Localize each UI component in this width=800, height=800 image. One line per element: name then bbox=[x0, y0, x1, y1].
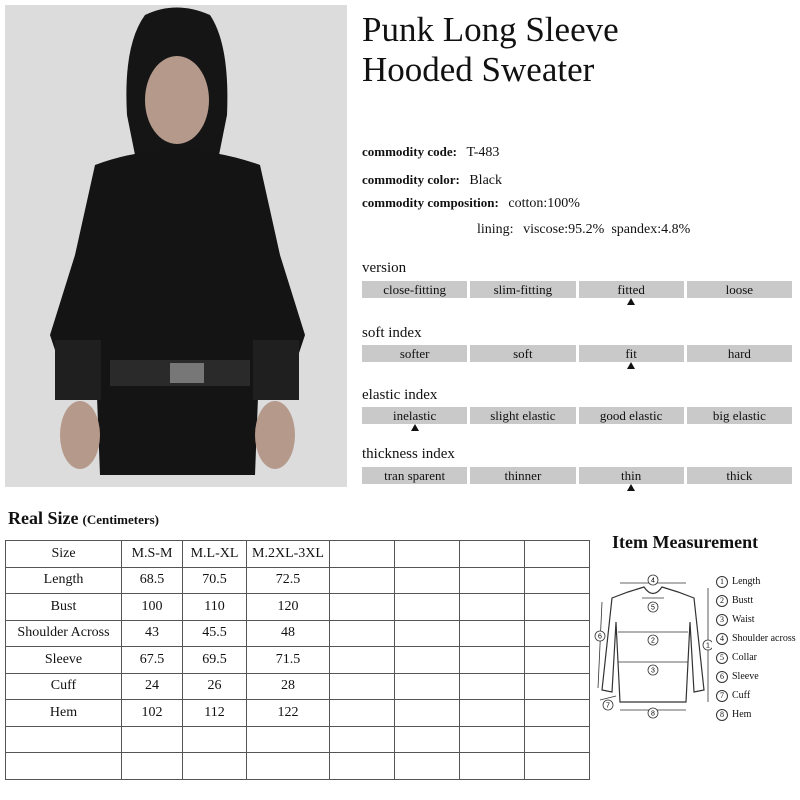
table-cell: 28 bbox=[247, 673, 330, 700]
soft-index-option-label: soft bbox=[513, 346, 533, 361]
soft-index-option bbox=[579, 345, 684, 362]
legend-item bbox=[716, 610, 796, 629]
table-cell: 102 bbox=[122, 700, 183, 727]
legend-label: Bustt bbox=[732, 595, 754, 606]
table-empty-cell bbox=[525, 594, 590, 621]
table-empty-cell bbox=[330, 620, 395, 647]
table-empty-cell bbox=[6, 726, 122, 753]
elastic-index-option bbox=[362, 407, 467, 424]
table-empty-cell bbox=[460, 541, 525, 568]
table-row bbox=[6, 567, 590, 594]
product-title-line1: Punk Long Sleeve bbox=[362, 10, 619, 49]
table-empty-cell bbox=[395, 700, 460, 727]
table-cell: 26 bbox=[183, 673, 247, 700]
table-empty-cell bbox=[460, 700, 525, 727]
table-cell: 68.5 bbox=[122, 567, 183, 594]
commodity-composition-label: commodity composition: bbox=[362, 195, 499, 210]
table-empty-cell bbox=[330, 647, 395, 674]
soft-index-option-label: hard bbox=[727, 346, 751, 361]
diagram-mark: 8 bbox=[651, 710, 655, 718]
diagram-mark: 5 bbox=[651, 604, 655, 612]
commodity-code-label: commodity code: bbox=[362, 144, 457, 159]
table-cell: 122 bbox=[247, 700, 330, 727]
table-row bbox=[6, 647, 590, 674]
table-empty-cell bbox=[460, 620, 525, 647]
version-scale bbox=[362, 281, 792, 298]
cuff-line bbox=[600, 696, 616, 700]
table-empty-cell bbox=[247, 726, 330, 753]
legend-label: Cuff bbox=[732, 690, 751, 701]
table-empty-cell bbox=[330, 541, 395, 568]
legend-label: Hem bbox=[732, 709, 752, 720]
elastic-index-option bbox=[470, 407, 575, 424]
table-empty-cell bbox=[122, 753, 183, 780]
lining-row bbox=[477, 222, 690, 238]
commodity-composition-value: cotton:100% bbox=[508, 196, 580, 211]
table-empty-cell bbox=[247, 753, 330, 780]
table-cell: 112 bbox=[183, 700, 247, 727]
table-cell: Shoulder Across bbox=[6, 620, 122, 647]
legend-item bbox=[716, 572, 796, 591]
table-empty-cell bbox=[460, 673, 525, 700]
legend-label: Length bbox=[732, 576, 761, 587]
table-header-cell: M.2XL-3XL bbox=[247, 541, 330, 568]
lining-value: viscose:95.2% spandex:4.8% bbox=[523, 222, 691, 237]
table-cell: Cuff bbox=[6, 673, 122, 700]
commodity-color-value: Black bbox=[469, 173, 502, 188]
diagram-mark: 7 bbox=[606, 702, 610, 710]
table-empty-cell bbox=[525, 700, 590, 727]
diagram-mark: 4 bbox=[651, 577, 655, 585]
table-cell: Bust bbox=[6, 594, 122, 621]
thickness-index-option bbox=[470, 467, 575, 484]
legend-label: Sleeve bbox=[732, 671, 759, 682]
table-cell: 110 bbox=[183, 594, 247, 621]
sleeve-line bbox=[598, 602, 602, 688]
table-row bbox=[6, 673, 590, 700]
commodity-color-label: commodity color: bbox=[362, 172, 460, 187]
table-empty-cell bbox=[330, 753, 395, 780]
table-empty-cell bbox=[525, 673, 590, 700]
table-empty-cell bbox=[460, 647, 525, 674]
commodity-composition-row bbox=[362, 195, 580, 212]
legend-item bbox=[716, 667, 796, 686]
legend-number: 7 bbox=[716, 690, 728, 702]
version-option-label: slim-fitting bbox=[493, 282, 553, 297]
thickness-index-option bbox=[687, 467, 792, 484]
table-empty-cell bbox=[525, 567, 590, 594]
table-row bbox=[6, 594, 590, 621]
lining-label: lining: bbox=[477, 222, 514, 237]
version-option-label: close-fitting bbox=[383, 282, 447, 297]
legend-item bbox=[716, 629, 796, 648]
soft-index-scale bbox=[362, 345, 792, 362]
table-empty-cell bbox=[330, 700, 395, 727]
thickness-index-option-label: thick bbox=[726, 468, 753, 483]
version-option-label: fitted bbox=[617, 282, 645, 297]
soft-index-option bbox=[687, 345, 792, 362]
table-cell: 100 bbox=[122, 594, 183, 621]
diagram-mark: 3 bbox=[651, 667, 655, 675]
table-header-cell: Size bbox=[6, 541, 122, 568]
real-size-heading bbox=[8, 508, 159, 529]
table-empty-cell bbox=[330, 594, 395, 621]
size-table bbox=[5, 540, 590, 780]
table-empty-cell bbox=[330, 567, 395, 594]
table-empty-cell bbox=[395, 567, 460, 594]
elastic-index-option-label: good elastic bbox=[599, 408, 663, 423]
elastic-index-option bbox=[687, 407, 792, 424]
elastic-index-option-label: slight elastic bbox=[490, 408, 556, 423]
table-cell: 71.5 bbox=[247, 647, 330, 674]
table-empty-cell bbox=[395, 726, 460, 753]
selected-marker-icon bbox=[627, 484, 635, 491]
thickness-index-option bbox=[579, 467, 684, 484]
product-photo bbox=[5, 5, 347, 487]
legend-number: 5 bbox=[716, 652, 728, 664]
thickness-index-option bbox=[362, 467, 467, 484]
table-empty-cell bbox=[460, 753, 525, 780]
item-measurement-title: Item Measurement bbox=[612, 532, 759, 552]
diagram-mark: 2 bbox=[651, 637, 655, 645]
diagram-mark: 1 bbox=[706, 642, 710, 650]
soft-index-title: soft index bbox=[362, 325, 422, 341]
table-empty-cell bbox=[330, 726, 395, 753]
legend-label: Collar bbox=[732, 652, 757, 663]
elastic-index-option bbox=[579, 407, 684, 424]
legend-item bbox=[716, 686, 796, 705]
table-empty-cell bbox=[6, 753, 122, 780]
table-empty-cell bbox=[330, 673, 395, 700]
table-header-cell: M.L-XL bbox=[183, 541, 247, 568]
measurement-legend bbox=[716, 572, 796, 724]
legend-number: 8 bbox=[716, 709, 728, 721]
real-size-title: Real Size bbox=[8, 508, 79, 528]
legend-item bbox=[716, 705, 796, 724]
soft-index-option bbox=[470, 345, 575, 362]
version-option-label: loose bbox=[725, 282, 754, 297]
table-cell: Sleeve bbox=[6, 647, 122, 674]
legend-label: Waist bbox=[732, 614, 755, 625]
version-option bbox=[470, 281, 575, 298]
version-option bbox=[362, 281, 467, 298]
elastic-index-scale bbox=[362, 407, 792, 424]
table-cell: Length bbox=[6, 567, 122, 594]
soft-index-option-label: softer bbox=[399, 346, 430, 361]
version-option bbox=[687, 281, 792, 298]
elastic-index-option-label: inelastic bbox=[392, 408, 437, 423]
soft-index-option bbox=[362, 345, 467, 362]
product-title bbox=[362, 10, 792, 90]
thickness-index-option-label: thin bbox=[621, 468, 642, 483]
diagram-mark: 6 bbox=[598, 633, 602, 641]
commodity-code-value: T-483 bbox=[466, 145, 500, 160]
thickness-index-title: thickness index bbox=[362, 446, 455, 462]
table-empty-cell bbox=[183, 726, 247, 753]
table-empty-cell bbox=[525, 620, 590, 647]
table-row bbox=[6, 700, 590, 727]
table-row bbox=[6, 726, 590, 753]
table-cell: 24 bbox=[122, 673, 183, 700]
commodity-code-row bbox=[362, 144, 499, 161]
legend-number: 2 bbox=[716, 595, 728, 607]
selected-marker-icon bbox=[627, 362, 635, 369]
real-size-unit: (Centimeters) bbox=[82, 512, 159, 527]
table-header-row bbox=[6, 541, 590, 568]
table-empty-cell bbox=[395, 541, 460, 568]
product-title-line2: Hooded Sweater bbox=[362, 50, 595, 89]
table-empty-cell bbox=[395, 620, 460, 647]
table-cell: 69.5 bbox=[183, 647, 247, 674]
legend-item bbox=[716, 591, 796, 610]
garment-measurement-diagram bbox=[594, 570, 712, 720]
legend-number: 1 bbox=[716, 576, 728, 588]
table-row bbox=[6, 753, 590, 780]
legend-number: 6 bbox=[716, 671, 728, 683]
table-empty-cell bbox=[460, 567, 525, 594]
table-empty-cell bbox=[525, 647, 590, 674]
version-option bbox=[579, 281, 684, 298]
table-cell: 67.5 bbox=[122, 647, 183, 674]
table-row bbox=[6, 620, 590, 647]
table-cell: 45.5 bbox=[183, 620, 247, 647]
table-empty-cell bbox=[183, 753, 247, 780]
table-cell: 43 bbox=[122, 620, 183, 647]
commodity-color-row bbox=[362, 172, 502, 189]
table-empty-cell bbox=[395, 753, 460, 780]
table-empty-cell bbox=[395, 647, 460, 674]
table-cell: 72.5 bbox=[247, 567, 330, 594]
table-empty-cell bbox=[122, 726, 183, 753]
table-empty-cell bbox=[525, 541, 590, 568]
elastic-index-option-label: big elastic bbox=[712, 408, 766, 423]
legend-item bbox=[716, 648, 796, 667]
table-cell: 120 bbox=[247, 594, 330, 621]
legend-label: Shoulder across bbox=[732, 633, 796, 644]
table-empty-cell bbox=[525, 753, 590, 780]
table-empty-cell bbox=[525, 726, 590, 753]
table-empty-cell bbox=[395, 594, 460, 621]
table-empty-cell bbox=[460, 594, 525, 621]
thickness-index-scale bbox=[362, 467, 792, 484]
selected-marker-icon bbox=[627, 298, 635, 305]
table-empty-cell bbox=[460, 726, 525, 753]
table-header-cell: M.S-M bbox=[122, 541, 183, 568]
table-empty-cell bbox=[395, 673, 460, 700]
table-cell: Hem bbox=[6, 700, 122, 727]
thickness-index-option-label: thinner bbox=[504, 468, 542, 483]
thickness-index-option-label: tran sparent bbox=[384, 468, 446, 483]
selected-marker-icon bbox=[411, 424, 419, 431]
soft-index-option-label: fit bbox=[625, 346, 637, 361]
table-cell: 48 bbox=[247, 620, 330, 647]
table-cell: 70.5 bbox=[183, 567, 247, 594]
legend-number: 3 bbox=[716, 614, 728, 626]
elastic-index-title: elastic index bbox=[362, 387, 438, 403]
legend-number: 4 bbox=[716, 633, 728, 645]
version-title: version bbox=[362, 260, 407, 276]
